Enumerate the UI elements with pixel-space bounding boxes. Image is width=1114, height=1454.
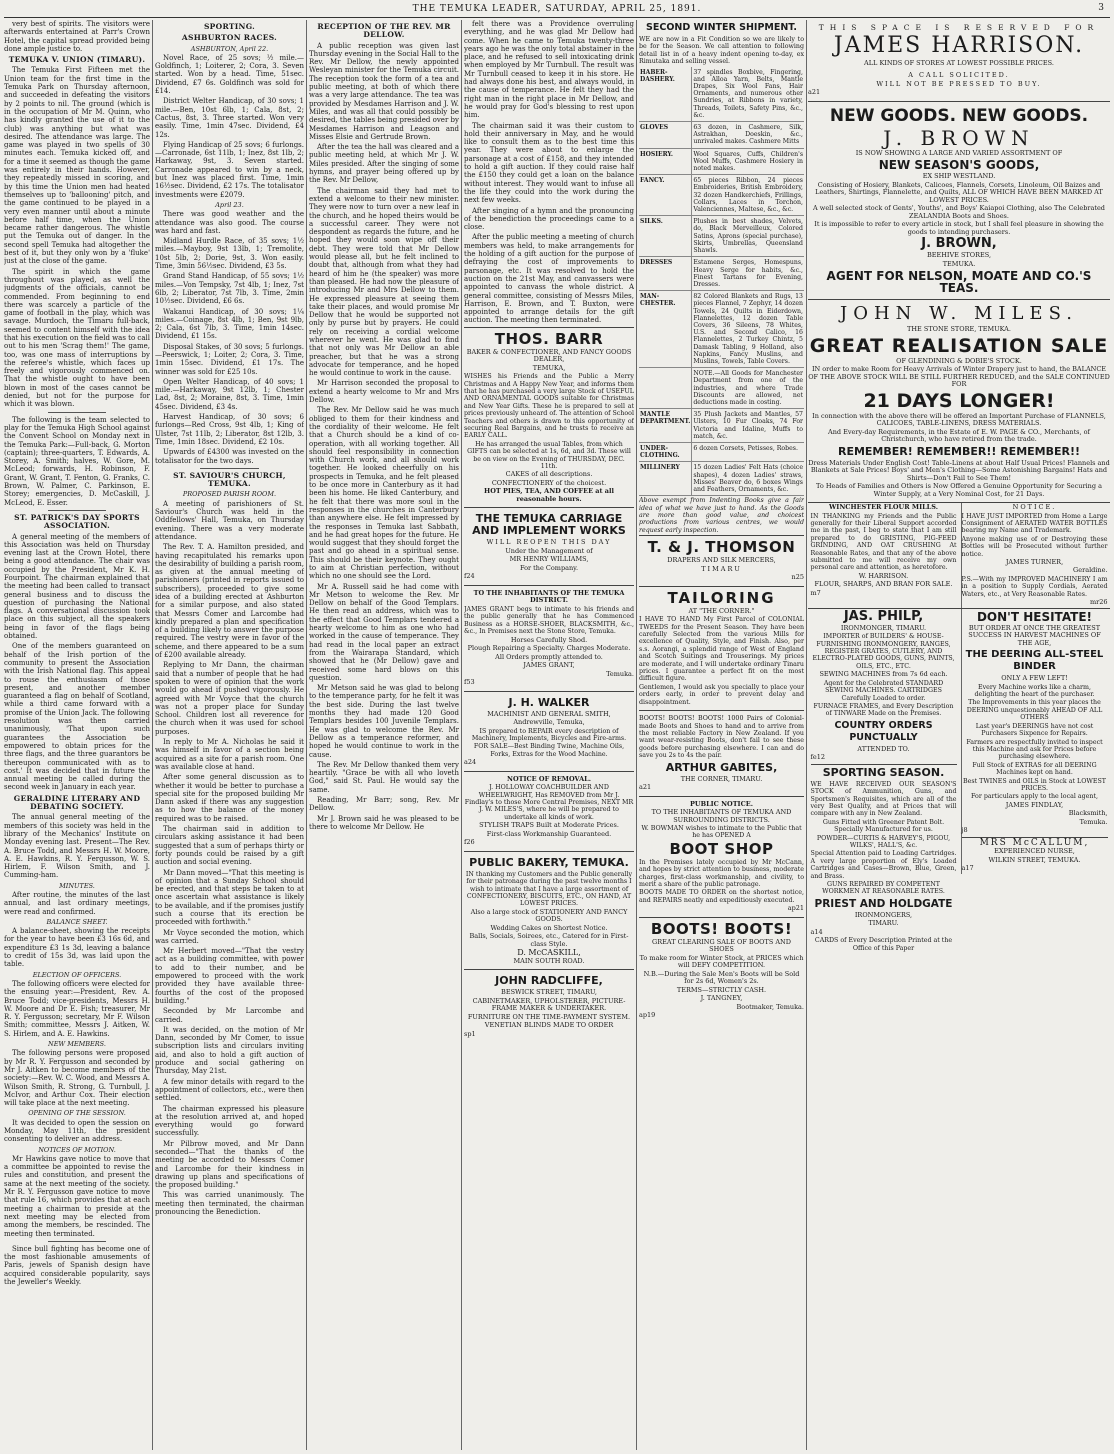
advert-body: IS prepared to REPAIR every description of Machinery, Implements, Bicycles and Fire-arms. (471, 727, 627, 742)
advert-code: j8 (961, 826, 968, 835)
article-text: The following officers were elected for the ensuing year:—President, Rev. A. Bruce Todd; vice-presidents, Messrs H. W. Moore and Dr E. Fish; treasurer, Mr R. Y. Fergusson; secretary, Mr F. Wilson Smith; committee, Messrs J. Aitken, W. S. Hirlem, and A. E. Hawkins. (4, 979, 150, 1038)
advert-line: HOT PIES, TEA, AND COFFEE at all reasonable hours. (484, 487, 614, 503)
advert-harrison (808, 20, 1110, 101)
advert-line: JAMES FINDLAY, (1005, 800, 1064, 809)
advert-row (808, 502, 1110, 608)
advert-body: CARDS of Every Description Printed at the Office of this Paper (814, 937, 953, 952)
advert-line: GUNS REPAIRED BY COMPETENT WORKMEN AT REASONABLE RATES. (822, 881, 945, 896)
article-text: Mr Voyce seconded the motion, which was carried. (155, 928, 304, 945)
advert-body: Anyone making use of or Destroying these Bottles will be Prosecuted without further notice. (961, 535, 1108, 558)
stock-description: 65 pieces Ribbon, 24 pieces Embroideries, British Embroidery, 32 dozen Handkerchiefs, Frillings, Collars, Laces in Torchon, Valenciennes, Maltese, &c., &c. (692, 175, 804, 216)
advert-line: TIMARU (701, 564, 742, 573)
advert-line: THE CORNER, TIMARU. (680, 774, 763, 783)
advert-line: COUNTRY ORDERS PUNCTUALLY (834, 719, 933, 743)
advert-line: MR HENRY WILLIAMS, (509, 555, 589, 564)
advert-line: Plough Repairing a Specialty. Charges Moderate. (467, 644, 631, 653)
advert-line: FURNITURE ON THE TIME-PAYMENT SYSTEM. (467, 1012, 631, 1021)
advert-line: First-class Workmanship Guaranteed. (486, 829, 612, 838)
advert-title: PRIEST AND HOLDGATE (814, 897, 953, 910)
advert-title: SPORTING SEASON. (822, 765, 945, 779)
advert-body: Consisting of Hosiery, Blankets, Calicoes, Flannels, Corsets, Linoleum, Oil Baizes and Leathers, Shirtings, Flannelette, and Quilts, ALL OF WHICH HAVE BEEN MARKED AT LOWEST PRICES. (815, 180, 1103, 204)
advert-line: ATTENDED TO. (857, 744, 910, 753)
section-subheading: BALANCE SHEET. (46, 917, 108, 926)
advert-code: a21 (639, 783, 652, 792)
advert-title: BOOT SHOP (669, 839, 774, 858)
advert-code: ap19 (639, 1011, 656, 1020)
advert-line: BESWICK STREET, TIMARU, (501, 988, 597, 997)
stock-row (639, 216, 804, 257)
advert-code: sp1 (464, 1029, 476, 1038)
stock-row (639, 409, 804, 443)
article-text: The chairman expressed his pleasure at the resolution arrived at, and hoped everything would go forward successfully. (155, 1104, 304, 1138)
column-rule (461, 20, 462, 1450)
article-text: A meeting of parishioners of St. Saviour's Church was held in the Oddfellows' Hall, Temuka, on Thursday evening. There was a very moderate attendance. (155, 499, 304, 541)
advert-line: Also a large stock of STATIONERY AND FANCY GOODS. (470, 907, 628, 924)
advert-line: BAKER & CONFECTIONER, AND FANCY GOODS DEALER, (466, 347, 632, 364)
article-text: The chairman said it was their custom to hold their anniversary in May, and he would like to consult them as to the best time this year. They were about to enlarge the parsonage at a cost of £158, and they intended to hold a gift auction. If they could raise half the £150 they could get a loan on the balance without interest. They would want to infuse all the life they could into the work during the next few weeks. (464, 121, 634, 205)
advert-code: ap21 (787, 904, 804, 913)
stock-description: 6 dozen Corsets, Petisses, Robes. (692, 442, 804, 461)
advert-line: VENETIAN BLINDS MADE TO ORDER (484, 1021, 614, 1030)
article-text: Open Welter Handicap, of 40 sovs; 1 mile.—Harkaway, 9st 12lb, 1; Chester Lad, 8st, 2; Moraine, 8st, 3. Time, 1min 45sec. Dividend, £3 4s. (155, 377, 304, 411)
column-5 (639, 20, 804, 1450)
advert-body: And Every-day Requirements, in the Estate of E. W. PAGE & CO., Merchants, of Christchurch, who have retired from the trade. (828, 427, 1090, 443)
advert-line: N.B.—During the Sale Men's Boots will be Sold for 2s 6d, Women's 2s. (643, 969, 800, 986)
advert-body: WE are now in a Fit Condition so we are likely to be for the Season. We call attention to following detail list in of a heavy indent opening to-day, ex Rimutaka and selling vessel. (639, 36, 804, 66)
advert-title: TO THE INHABITANTS OF THE TEMUKA DISTRICT. (473, 588, 625, 605)
article-text: Disposal Stakes, of 30 sovs; 5 furlongs.—Peerswick, 1; Loiter, 2; Cora, 3. Time, 1min 15sec. Dividend, £1 17s. The winner was sold for £25 10s. (155, 342, 304, 376)
advert-line: J. BROWN, (921, 236, 997, 251)
divider (48, 412, 106, 413)
article-text: Mr A. Russell said he had come with Mr Metson to welcome the Rev. Mr Dellow on behalf of the Good Templars. He then read an address, which was to the effect that Good Templars tendered a hearty welcome to him as one who had worked in the cause of temperance. They had read in the local paper an extract from the Wairarapa Standard, which showed that he (Mr Dellow) gave and received some hard blows on this question. (309, 582, 459, 682)
advert-title: NOTICE. (1012, 503, 1057, 511)
advert-body: Special Attention paid to Loading Cartridges. A very large proportion of Ely's Loaded Cartridges and Cases—Brown, Blue, Green, and Brass. (810, 850, 957, 880)
column-rule (306, 20, 307, 1450)
advert-line: GREAT CLEARING SALE OF BOOTS AND SHOES (652, 937, 791, 954)
advert-line: SEWING MACHINES from 7s 6d each. (819, 670, 948, 679)
advert-winchester-mills (811, 503, 957, 598)
advert-line: THIS SPACE IS RESERVED FOR (818, 23, 1100, 32)
advert-removal (464, 771, 634, 851)
article-text: The annual general meeting of the members of this society was held in the library of the Mechanics' Institute on Monday evening last. Present—The Rev. A. Bruce Todd, and Messrs H. W. Moore, A. E. Hawkins, R. Y. Fergusson, W. S. Hirlem, F. Wilson Smith, and J. Cumming-ham. (4, 813, 150, 880)
advert-line: W. HARRISON. (858, 571, 909, 580)
advert-line: A CALL SOLICITED. (908, 71, 1010, 79)
advert-line: Temuka. (1079, 817, 1108, 826)
advert-brown (808, 101, 1110, 300)
advert-body: Dress Materials Under English Cost! Table-Linens at about Half Usual Prices! Flannels and Blankets at Sale Prices! Boys' and Men's Clothing—Some Astonishing Bargains! Hats and Shirts—Don't Fail to See Them! (808, 458, 1110, 482)
stock-category: FANCY. (639, 175, 692, 216)
advert-line: ALL KINDS OF STORES AT LOWEST POSSIBLE PRICES. (864, 58, 1054, 67)
article-text: The following is the team selected to play for the Temuka High School against the Convent School on Monday next in the Temuka Park:—Full-back, G. Morton (captain); three-quarters, T. Edwards, A. Storey, A. Smith; halves, W. Gore, M. McLeod; forwards, H. Robinson, F. Grant, W. Grant, T. Fenton, G. Franks, C. Brown, W. Palmer, C. Parkinson, E. Storey; emergencies, D. McCaskill, J. McLeod, E. Esser. (4, 415, 150, 507)
advert-body: To Heads of Families and Others is Now Offered a Genuine Opportunity for Securing a Winter Supply, at a Very Nominal Cost, for 21 Days. (816, 482, 1102, 498)
advert-body: He has arranged the usual Tables, from which GIFTS can be selected at 1s, 6d, and 3d. These will be on view on the Evening of THURSDAY, DEC. 11th. (467, 440, 631, 471)
advert-line: NEW SEASON'S GOODS, (878, 158, 1040, 172)
article-text: There was good weather and the attendance was also good. The course was hard and fast. (155, 210, 304, 235)
stock-category (639, 368, 692, 409)
advert-body: IN THANKING my Friends and the Public generally for their Liberal Support accorded me in the past, I beg to state that I am still prepared to do GRISTING, PIG-FEED GRINDING, AND OAT CRUSHING At Reasonable Rates, and that any of the above submitted to me will receive my own personal care and attention, as heretofore. (810, 512, 957, 572)
article-text: After the tea the hall was cleared and a public meeting held, at which Mr J. W. Miles presided. After the singing of some hymns, and prayer being offered up by the Rev. Mr Dellow, (309, 143, 459, 185)
article-text: Replying to Mr Dann, the chairman said that a number of people that he had spoken to were of opinion that the work would go ahead if pushed vigorously. He agreed with Mr Voyce that the church was not a proper place for Sunday School. Children lost all reverence for the church when it was used for school purposes. (155, 661, 304, 736)
article-text: A public reception was given last Thursday evening in the Social Hall to the Rev. Mr Dellow, the newly appointed Wesleyan minister for the Temuka circuit. The reception took the form of a tea and public meeting, at both of which there was a very large attendance. The tea was provided by Mesdames Harrison and J. W. Miles, and was all that could possibly be desired, the tables being presided over by Mesdames Harrison and Leagson and Misses Elsie and Gertrude Brown. (309, 41, 459, 141)
advert-line: IS NOW SHOWING A LARGE AND VARIED ASSORTMENT OF (855, 148, 1063, 157)
advert-name: J. BROWN (883, 125, 1035, 150)
article-text: After the public meeting a meeting of church members was held, to make arrangements for the holding of a gift auction for the purpose of defraying the cost of improvements to parsonage, etc. It was resolved to hold the auction on the 21st May, and canvassers were appointed to canvass the whole district. A general committee, consisting of Messrs Miles, Harrison, E. Brown, and T. Buxton, were appointed to arrange details for the gift auction. The meeting then terminated. (464, 233, 634, 325)
article-heading: ASHBURTON RACES. (181, 33, 278, 43)
stock-category: MAN-CHESTER. (639, 291, 692, 368)
article-text: The spirit in which the game throughout was played, as well the judgments of the officials, cannot be commended. From beginning to end there was scarcely a particle of the game of football in the play, which was savage. Murdoch, the Timaru full-back, seemed to content himself with the idea that his execution on the field was to call out to his men 'Scrag them!' The game, too, was one mass of interruptions by the referee's whistle, which faces up freely and vigorously commenced on. That the whistle ought to have been blown in most of the cases cannot be denied, but not for the purpose for which it was blown. (4, 267, 150, 409)
stock-description: Wool Squares, Cuffs, Children's Wool Muffs, Cashmere Hosiery in noted makes. (692, 148, 804, 175)
advert-body: I HAVE JUST IMPORTED from Home a Large Consignment of AERATED WATER BOTTLES bearing my Name and Trademark. (961, 512, 1108, 535)
advert-line: JAMES GRANT, (523, 661, 575, 670)
advert-line: For the Company. (519, 563, 579, 572)
advert-line: BEEHIVE STORES, (926, 251, 992, 259)
advert-line: STYLISH TRAPS Built at Moderate Prices. (479, 821, 619, 830)
stock-row (639, 148, 804, 175)
advert-code: a24 (464, 758, 477, 767)
stock-category: MILLINERY (639, 462, 692, 496)
advert-title: WINCHESTER FLOUR MILLS. (829, 503, 938, 511)
advert-line: EX SHIP WESTLAND. (922, 172, 996, 180)
advert-line: DRAPERS AND SILK MERCERS, (667, 556, 776, 565)
article-heading: ST. PATRICK'S DAY SPORTS ASSOCIATION. (14, 512, 140, 531)
advert-line: POWDER—CURTIS & HARVEY'S, PIGOU, WILKS', HALL'S, &c. (816, 834, 951, 849)
stock-row (639, 67, 804, 122)
advert-tailoring (639, 586, 804, 710)
advert-line: Andrewville, Temuka, (513, 718, 585, 727)
stock-category: MANTLE DEPARTMENT. (639, 409, 692, 443)
stock-description: 63 dozen, in Cashmere, Silk, Astrakhan, Doeskin, &c., unrivaled makes. Cashmere Mitts (692, 122, 804, 149)
advert-line: WILL REOPEN THIS DAY (486, 538, 612, 547)
article-text: Seconded by Mr Larcombe and carried. (155, 1007, 304, 1024)
advert-walker (464, 691, 634, 771)
divider (48, 1241, 106, 1242)
section-subheading: ELECTION OF OFFICERS. (32, 970, 122, 979)
stock-row (639, 291, 804, 368)
section-subheading: MINUTES. (59, 881, 95, 890)
article-heading: SPORTING. (203, 22, 256, 31)
advert-body: Above exempt from Indenting Books give a fair idea of what we have just to hand. As the Goods are more than good value, and choicest productions from various centres, we would request early inspection. (639, 497, 804, 534)
advert-title: 21 DAYS LONGER! (863, 389, 1055, 412)
article-text: After routine, the minutes of the last annual, and last ordinary meetings, were read and confirmed. (4, 890, 150, 916)
advert-code: f26 (464, 838, 475, 847)
column-2 (155, 20, 304, 1450)
article-text: Upwards of £4300 was invested on the totalisator for the two days. (155, 448, 304, 465)
advert-line: Guns Fitted with Greener Patent Bolt. Specially Manufactured for us. (822, 818, 945, 834)
article-text: Since bull fighting has become one of the most fashionable amusements of Paris, jewels of Spanish design have acquired considerable popularity, says the Jeweller's Weekly. (4, 1244, 150, 1287)
article-heading: GERALDINE LITERARY AND DEBATING SOCIETY. (13, 793, 141, 812)
article-heading: TEMUKA V. UNION (TIMARU). (8, 55, 146, 65)
divider (200, 468, 260, 469)
article-text: Mr Dann moved—"That this meeting is of opinion that a Sunday School should be erected, and that steps be taken to at once ascertain what assistance is likely to be available, and if the promises justify such a course that its erection be proceeded with forthwith." (155, 868, 304, 927)
advert-miles (808, 299, 1110, 502)
advert-body: I HAVE TO HAND My First Parcel of COLONIAL TWEEDS for the Present Season. They have been carefully Selected from the various Mills for excellence of Quality, Style, and Finish. Also, per s.s. Aorangi, a splendid range of West of England and Scotch Suitings and Trouserings. My prices are moderate, and I will undertake ordinary Tinaru prices. I guarantee a perfect fit on the most difficult figure. (639, 616, 804, 683)
advert-line: CAKES of all descriptions. (505, 470, 593, 479)
advert-title: DON'T HESITATE! (976, 609, 1093, 624)
advert-boots-gabites (639, 710, 804, 795)
advert-body: J. HOLLOWAY COACHBUILDER AND WHEELWRIGHT, Has REMOVED from Mr J. Findlay's to those More Central Premises, NEXT MR J. W. MILES'S, where he will be prepared to undertake all kinds of work. (464, 784, 634, 821)
advert-bowman (639, 796, 804, 917)
article-text: In reply to Mr A. Nicholas he said it was himself in favor of a section being acquired as a site for a parish room. One was available close at hand. (155, 738, 304, 771)
article-text: Mr Metson said he was glad to belong to the temperance party, for he felt it was the best side. During the last twelve months they had made 120 Good Templars besides 100 Juvenile Templars. He was glad to welcome the Rev. Mr Dellow as a temperance reformer, and hoped he would continue to work in the cause. (309, 684, 459, 759)
advert-body: The Improvements in this year places the DEERING unquestionably AHEAD OF ALL OTHERS (966, 699, 1103, 722)
stock-category: UNDER-CLOTHING. (639, 442, 692, 461)
advert-title: THE TEMUKA CARRIAGE AND IMPLEMENT WORKS (472, 512, 626, 538)
advert-line: TIMARU. (868, 919, 899, 928)
stock-row (639, 257, 804, 291)
advert-body: Every Machine works like a charm, delighting the heart of the purchaser. (974, 683, 1095, 699)
advert-title: BOOTS! BOOTS! (650, 919, 793, 938)
advert-code: fe12 (810, 753, 826, 762)
article-text: The Rev. Mr Dellow said he was much obliged to them for their kindness and the cordiality of their welcome. He felt that a Church should be a kind of co-operation, with all working together. All should feel responsibility in connection with Church work, and all should work together. He looked cheerfully on his prospects in Temuka, and he felt pleased to be once more in Canterbury as it had been his home. He liked Canterbury, and he felt that there was more soul in the responses in the churches in Canterbury than anywhere else. He felt impressed by the responses in Temuka last Sabbath, and he had great hopes for the future. He would suggest that they should forget the past and go ahead in a spiritual sense. This should be their keynote. They ought to aim at Christian perfection, without which no one should see the Lord. (309, 406, 459, 581)
stock-category: HABER-DASHERY. (639, 67, 692, 122)
advert-thomson (639, 535, 804, 586)
advert-body: Last year's DEERINGS have not cost Purchasers Sixpence for Repairs. (975, 722, 1094, 738)
article-text: Novel Race, of 25 sovs; ½ mile.—Goldfinch, 1; Loiterer, 2; Cora, 3. Seven started. Won by a head. Time, 51sec. Dividend, £7 6s. Goldfinch was sold for £14. (155, 53, 304, 96)
advert-body: FOR SALE—Best Binding Twine, Machine Oils, Forks, Extras for the Wood Machine. (473, 743, 625, 758)
advert-title: JAMES HARRISON. (833, 32, 1085, 58)
advert-line: CABINETMAKER, UPHOLSTERER, PICTURE-FRAME MAKER & UNDERTAKER. (472, 996, 626, 1013)
advert-tangney (639, 917, 804, 1024)
article-text: It was decided, on the motion of Mr Dann, seconded by Mr Comer, to issue subscription lists and circulars inviting aid, and also to hold a gift auction of produce and social gathering on Thursday, May 21st. (155, 1025, 304, 1076)
article-text: District Welter Handicap, of 30 sovs; 1 mile.—Ben, 10st 6lb, 1; Cala, 8st, 2; Cactus, 8st, 3. Three started. Won very easily. Time, 1min 47sec. Dividend, £4 12s. (155, 97, 304, 139)
advert-line: To make room for Winter Stock, at PRICES which will DEFY COMPETITION. (639, 953, 804, 970)
advert-line: Temuka. (606, 669, 634, 678)
advert-title: NEW GOODS. NEW GOODS. (829, 105, 1089, 126)
advert-body: BOOTS MADE TO ORDER on the shortest notice, and REPAIRS neatly and expeditiously executed. (639, 889, 804, 904)
article-text: Reading, Mr Barr; song, Rev. Mr Dellow. (309, 796, 459, 813)
advert-code: a21 (808, 88, 821, 96)
advert-line: Bootmaker, Temuka. (736, 1002, 804, 1011)
advert-line: Horses Carefully Shod. (510, 635, 588, 644)
advert-line: AT "THE CORNER." (688, 606, 755, 615)
advert-body: A well selected stock of Gents', Youths', and Boys' Kaiapoi Clothing, also The Celebrated ZEALANDIA Boots and Shoes. (813, 204, 1105, 220)
advert-title: NOTICE OF REMOVAL. (507, 774, 591, 783)
advert-code: m7 (810, 588, 821, 597)
stock-description: 35 Plush Jackets and Mantles, 57 Ulsters, 10 Fur Cloaks, 74 For Victoria and Idaline, Muffs to match, &c. (692, 409, 804, 443)
advert-body: Farmers are respectfully invited to inspect this Machine and ask for Prices before purchasing elsewhere. (966, 738, 1103, 761)
advert-title: GREAT REALISATION SALE (809, 334, 1109, 357)
advert-line: TERMS—STRICTLY CASH. (676, 985, 767, 994)
advert-line: OF GLENDINING & DOBIE'S STOCK. (896, 356, 1022, 365)
advert-body: Agent for the Celebrated STANDARD SEWING MACHINES. CARTRIDGES Carefully Loaded to order. (823, 679, 944, 702)
advert-body: In connection with the above there will be offered an Important Purchase of FLANNELS, CALICOES, TABLE-LINENS, DRESS MATERIALS. (812, 411, 1106, 427)
article-text: The chairman said they had met to extend a welcome to their new minister. They were now to turn over a new leaf in the church, and he hoped theirs would be a successful career. They were not despondent as regards the future, and he hoped they would soon wipe off their debt. They were told that Mr Dellow would please all, but he felt inclined to doubt that, although from what they had heard of him he (the speaker) was more than pleased. He had now the pleasure of introducing Mr and Mrs Dellow to them. He expressed pleasure at seeing them take their places, and would promise Mr Dellow that he would be supported not only by purse but by prayers. He could rely on receiving a cordial welcome wherever he went. He was glad to find that not only was Mr Dellow an able preacher, but that he was a strong advocate for temperance, and he hoped he would continue to work in the cause. (309, 186, 459, 378)
advert-title: THOS. BARR (494, 329, 604, 348)
advert-barr (464, 327, 634, 508)
advert-philp-column (811, 609, 957, 953)
advert-line: MAIN SOUTH ROAD. (513, 956, 585, 965)
advert-turner (961, 503, 1108, 608)
divider (48, 510, 106, 511)
advert-title: SECOND WINTER SHIPMENT. (646, 22, 797, 33)
article-text: The Temuka First Fifteen met the Union team for the first time in the Temuka Park on Thursday afternoon, and succeeded in defeating the visitors by 2 points to nil. The ground (which is in the occupation of Mr M. Quinn, who has kindly granted the use of it to the club) was anything but what was desired. The attendance was large. The game was played in two spells of 30 minutes each. Temuka kicked off, and for a time it seemed as though the game was entirely in their hands. However, they repeatedly missed in scoring, and by this time the Union men had heated themselves up to 'ballooning' pitch, and the game continued to be played in a very even manner until about a minute before half time, when the Union became rather dangerous. The whistle put the Temuka out of danger. In the second spell Temuka had altogether the best of it, but they only won by a 'fluke' just at the close of the game. (4, 66, 150, 266)
advert-line: TEMUKA. (942, 259, 976, 268)
article-text: A few minor details with regard to the appointment of collectors, etc., were then settled. (155, 1077, 304, 1103)
section-subheading: NOTICES OF MOTION. (38, 1145, 116, 1154)
article-text: very best of spirits. The visitors were afterwards entertained at Parr's Crown Hotel, the capital spread provided being done ample justice to. (4, 20, 150, 53)
advert-line: JAMES TURNER, (1005, 557, 1064, 566)
advert-line: Under the Management of (505, 546, 593, 555)
article-text: A general meeting of the members of this Association was held on Thursday evening last at the Crown Hotel, there being a good attendance. The chair was occupied by the President, Mr K. H. Fourpoint. The chairman explained that the meeting had been called to transact general business and to discuss the question of purchasing the National flags. A conversational discussion took place on this subject, all the speakers being in favor of the flags being obtained. (4, 532, 150, 641)
advert-body: JAMES GRANT begs to intimate to his friends and the public generally that he has Commenced Business as a HORSE-SHOER, BLACKSMITH, &c., &c., In Premises next the Stone Store, Temuka. (464, 605, 634, 636)
advert-code: a14 (810, 927, 823, 936)
advert-title: JOHN RADCLIFFE, (495, 974, 603, 988)
stock-description: Estamene Serges, Homespuns, Heavy Serge for habits, &c., Finest Tartans for Evening, Dresses. (692, 257, 804, 291)
advert-bakery (464, 851, 634, 970)
advert-title: MRS McCALLUM, (979, 837, 1090, 848)
stock-description: NOTE.—All Goods for Manchester Department from one of the industries, and where Trade Discounts are allowed, net deductions made in costing. (692, 368, 804, 409)
page-number: 3 (1098, 3, 1104, 13)
advert-deering (961, 609, 1108, 874)
advert-title: ARTHUR GABITES, (665, 760, 778, 774)
advert-body: Gentlemen, I would ask you specially to place your orders early, in order to prevent delay and disappointment. (639, 683, 804, 706)
advert-title: PUBLIC BAKERY, TEMUKA. (469, 855, 629, 869)
stock-description: 82 Colored Blankets and Rugs, 13 pieces Flannel, 7 Zephyr, 14 dozen Towels, 24 Quilts in Eiderdown, Flannelettes, 12 dozen Table Covers, 36 Sileens, 78 Whites, U.S. and Second Calico, 16 Flannelettes, 2 Turkey Chintz, 5 Damask Tabling, 9 Holland, also Napkins, Fancy Muslins, and Muslins, Towels, Table Covers. (692, 291, 804, 368)
article-text: Grand Stand Handicap, of 55 sovs; 1½ miles.—Von Tempsky, 7st 4lb, 1; Inez, 7st 6lb, 2; Liberator, 7st 7lb, 3. Time, 2min 10½sec. Dividend, £6 6s. (155, 272, 304, 306)
advert-body: FURNACE FRAMES, and Every Description of TINWARE Made on the Premises. (813, 702, 954, 718)
advert-radcliffe (464, 969, 634, 1042)
column-rule (806, 20, 807, 1450)
advert-line: WILL NOT BE PRESSED TO BUY. (876, 79, 1042, 88)
advert-line: TEMUKA, (532, 363, 566, 372)
article-text: Harvest Handicap, of 30 sovs; 6 furlongs—Red Cross, 9st 4lb, 1; King of Ulster, 7st 11lb, 2; Liberator, 8st 12lb, 3. Time, 1min 18sec. Dividend, £2 10s. (155, 413, 304, 446)
advert-line: CONFECTIONERY of the choicest. (491, 478, 607, 487)
advert-title: THE DEERING ALL-STEEL BINDER (965, 649, 1104, 673)
advert-code: f24 (464, 572, 475, 581)
stock-row (639, 368, 804, 409)
advert-body: BUT ORDER AT ONCE THE GREATEST SUCCESS IN HARVEST MACHINES OF THE AGE, (968, 623, 1101, 647)
column-3 (309, 20, 459, 1450)
section-subheading: PROPOSED PARISH ROOM. (182, 490, 277, 499)
advert-body: W. BOWMAN wishes to intimate to the Public that he has OPENED A (641, 825, 802, 840)
article-text: After some general discussion as to whether it would be better to purchase a special site for the proposed building Mr Dann asked if there was any suggestion as to how the balance of the money required was to be raised. (155, 773, 304, 823)
section-subheading: OPENING OF THE SESSION. (28, 1109, 126, 1118)
advert-line: Geraldine. (1073, 566, 1108, 575)
article-text: After singing of a hymn and the pronouncing of the benediction the proceedings came to a close. (464, 206, 634, 232)
advert-line: J. TANGNEY, (700, 994, 743, 1003)
article-text: felt there was a Providence overruling everything, and he was glad Mr Dellow had come. When he came to Temuka twenty-three years ago he was the only total abstainer in the place, and he refused to sell intoxicating drink when employed by Mr Turnbull. The result was Mr Turnbull ceased to keep it in his store. He had always done his best, and always would, in the cause of temperance. He felt they had the right man in the right place in Mr Dellow, and he would pray for God's blessing to rest upon him. (464, 20, 634, 120)
dateline: ASHBURTON, April 22. (190, 44, 269, 53)
advert-line: FLOUR, SHARPS, AND BRAN FOR SALE. (814, 580, 953, 589)
advert-carriage-works (464, 507, 634, 585)
advert-line: AGENT FOR NELSON, MOATE AND CO.'S TEAS. (826, 269, 1092, 295)
advert-body: IN thanking my Customers and the Public generally for their patronage during the past twelve months I wish to intimate that I have a large assortment of CONFECTIONERY, BISCUITS, ETC., ON HAND, AT LOWEST PRICES. (465, 870, 633, 908)
advert-body: WE HAVE RECEIVED OUR SEASON'S STOCK of Ammunition, Guns, and Sportsmen's Requisites, which are all of the very Best Quality, and at Prices that will compare with any in New Zealand. (810, 780, 957, 818)
advert-line: IRONMONGER, TIMARU. (840, 623, 927, 632)
column-rule (636, 20, 637, 1450)
article-text: The following persons were proposed by Mr R. Y. Fergusson and seconded by Mr J. Aitken to become members of the society:—Rev. W. C. Wood, and Messrs A. Wilson Smith, R. Strong, G. Turnbull, J. McIvor, and Arthur Cox. Their election will take place at the next meeting. (4, 1049, 150, 1108)
article-text: The chairman said in addition to circulars asking assistance it had been suggested that a sum of perhaps thirty or forty pounds could be raised by a gift auction and social evening. (155, 825, 304, 867)
article-heading: ST. SAVIOUR'S CHURCH, TEMUKA. (173, 470, 286, 489)
stock-row (639, 462, 804, 496)
article-text: Mr Herbert moved—"That the vestry act as a building committee, with power to add to their number, and be empowered to proceed with the work provided they have available three-fourths of the cost of the proposed building." (155, 947, 304, 1005)
masthead: THE TEMUKA LEADER, SATURDAY, APRIL 25, 1891. (412, 4, 702, 14)
advert-body: IMPORTER of BUILDERS' & HOUSE-FURNISHING IRONMONGERY, RANGES, REGISTER GRATES, CUTLERY, AND ELECTRO-PLATED GOODS, GUNS, PAINTS, OILS, ETC., ETC. (812, 633, 955, 670)
advert-body: In the Premises lately occupied by Mr McCann, and hopes by strict attention to business, moderate charges, first-class workmanship, and civility, to merit a share of the public patronage. (639, 858, 804, 889)
section-subheading: NEW MEMBERS. (48, 1040, 106, 1049)
advert-code: n25 (791, 573, 804, 582)
advert-line: ONLY A FEW LEFT! (1001, 674, 1068, 683)
advert-body: Full Stock of EXTRAS for all DEERING Machines kept on hand. (972, 761, 1097, 777)
article-text: The Rev. Mr Dellow thanked them very heartily. "Grace be with all who loveth God," said St. Paul. He would say the same. (309, 760, 459, 794)
stock-category: DRESSES (639, 257, 692, 291)
advert-line: Wedding Cakes on Shortest Notice. (490, 923, 608, 932)
advert-line: MACHINIST AND GENERAL SMITH, (487, 709, 611, 718)
advert-body: Best TWINES and OILS in Stock at LOWEST PRICES. (963, 777, 1106, 792)
masthead-rule (4, 17, 1110, 18)
advert-title: PUBLIC NOTICE. (690, 799, 753, 808)
stock-category: GLOVES (639, 122, 692, 149)
stock-list-table (639, 67, 804, 497)
stock-row (639, 442, 804, 461)
advert-body: WISHES his Friends and the Public a Merry Christmas and A Happy New Year, and informs them that he has purchased a very large Stock of USEFUL AND ORNAMENTAL GOODS suitable for Christmas and New Year Gifts. These he is prepared to sell at prices previously unheard of. The attention of School Teachers and others is drawn to this opportunity of securing Real Bargains, and he trusts to receive an EARLY CALL. (464, 373, 634, 440)
stock-row (639, 122, 804, 149)
article-text: A balance-sheet, showing the receipts for the year to have been £3 16s 6d, and expenditure £3 1s 3d, leaving a balance to credit of 15s 3d, was laid upon the table. (4, 927, 150, 969)
article-text: It was decided to open the session on Monday, May 11th, the president consenting to deliver an address. (4, 1118, 150, 1144)
advert-title: TAILORING (667, 588, 776, 607)
advert-body: BOOTS! BOOTS! BOOTS! 1000 Pairs of Colonial-made Boots and Shoes to hand and to arrive from the most reliable Factory in New Zealand. If you want wear-resisting Boots, don't fail to see these goods before purchasing elsewhere. I can and do save you 2s to 4s the pair. (639, 715, 804, 760)
advert-line: REMEMBER! REMEMBER!! REMEMBER!! (837, 444, 1081, 458)
article-text: Flying Handicap of 25 sovs; 6 furlongs.—Carronade, 6st 11lb, 1; Inez, 8st 1lb, 2; Harkaway, 9st, 3. Seven started. Carronade appeared to win by a neck, but Inez was placed first. Time, 1min 16½sec. Dividend, £2 17s. The totalisator investments were £2079. (155, 140, 304, 199)
advert-line: THE STONE STORE, TEMUKA. (907, 325, 1011, 333)
column-rule (152, 20, 153, 1450)
advert-title: J. H. WALKER (508, 695, 590, 709)
column-6 (808, 20, 1110, 1450)
advert-line: All Orders promptly attended to. (495, 652, 603, 661)
advert-code: a17 (961, 864, 974, 873)
article-text: Wakanui Handicap, of 30 sovs; 1¼ miles.—Coinage, 8st 4lb, 1; Ben, 9st 9lb, 2; Cala, 6st 7lb, 3. Time, 1min 14sec. Dividend, £1 15s. (155, 307, 304, 341)
stock-category: HOSIERY. (639, 148, 692, 175)
stock-category: SILKS. (639, 216, 692, 257)
advert-body: It is impossible to refer to every article in stock, but I shall feel pleasure in showing the goods to intending purchasers. (814, 220, 1104, 236)
article-text: This was carried unanimously. The meeting then terminated, the chairman pronouncing the Benediction. (155, 1191, 304, 1217)
column-1 (4, 20, 150, 1450)
advert-line: D. McCASKILL, (517, 948, 581, 958)
article-text: Mr J. Brown said he was pleased to be there to welcome Mr Dellow. He (309, 814, 459, 831)
stock-description: 37 spindles Boxbive, Fingering, and Alloa Yarn, Belts, Mantle Drapes, Six Wool Fans, Hair Ornaments, and numerous other Sundries, at Ribbons in variety, Threads, Toilets, Safety Pins, &c., &c. (692, 67, 804, 122)
advert-row (808, 608, 1110, 953)
article-text: Mr Harrison seconded the proposal to extend a hearty welcome to Mr and Mrs Dellow. (309, 379, 459, 405)
advert-body: P.S.—With my IMPROVED MACHINERY I am in a position to Supply Cordials, Aerated Waters, etc., at Very Reasonable Rates. (961, 575, 1108, 598)
article-heading: RECEPTION OF THE REV. MR DELLOW. (317, 22, 451, 40)
advert-title: JAS. PHILP, (843, 608, 924, 624)
article-text: Mr Pilbrow moved, and Mr Dann seconded—"That the thanks of the meeting be accorded to Messrs Comer and Larcombe for their kindness in drawing up plans and specifications of the proposed building." (155, 1139, 304, 1190)
advert-line: WILKIN STREET, TEMUKA. (988, 855, 1081, 864)
stock-row (639, 175, 804, 216)
advert-body: IN order to make Room for Heavy Arrivals of Winter Drapery just to hand, the BALANCE OF THE ABOVE STOCK WILL BE STILL FURTHER REDUCED, and the SALE CONTINUED FOR (808, 365, 1110, 388)
stock-description: Plushes in best shades, Velvets, do, Black Merveilleux, Colored Satins, Aprons (special purchase), Skirts, Umbrellas, Queensland Shawls. (692, 216, 804, 257)
advert-code: f53 (464, 678, 475, 687)
article-text: One of the members guaranteed on behalf of the Irish portion of the community to present the Association with the Irish National flag. This appeal to rouse the enthusiasm of those present, and another member guaranteed a flag on behalf of Scotland, while a third came forward with a promise of the Union Jack. The following resolution was then carried unanimously, 'That upon such guarantees the Association be empowered to obtain prices for the three flags, and the three guarantors be thereupon communicated with as to cost.' It was decided that in future the annual meeting be called during the second week in January in each year. (4, 642, 150, 792)
stock-description: 15 dozen Ladies' Felt Hats (choice shapes), 4 dozen Ladies' straws, Misses' Beaver do, 6 boxes Wings and Feathers, Ornaments, &c. (692, 462, 804, 496)
column-4 (464, 20, 634, 1450)
advert-name: JOHN W. MILES. (840, 303, 1078, 324)
article-text: Midland Hurdle Race, of 35 sovs; 1½ miles.—Mayboy, 9st 13lb, 1; Tremolite, 10st 5lb, 2; Dorie, 9st, 3. Won easily. Time, 3min 56½sec. Dividend, £3 5s. (155, 237, 304, 271)
advert-title: T. & J. THOMSON (647, 538, 796, 557)
advert-line: Balls, Socials, Soirees, etc., Catered for in First-class Style. (469, 932, 629, 948)
dateline: April 23. (215, 200, 244, 209)
advert-line: EXPERIENCED NURSE, (994, 847, 1075, 856)
advert-line: IRONMONGERS, (854, 910, 913, 919)
article-text: Mr Hawkins gave notice to move that a committee be appointed to revise the rules and constitution, and present the same at the next meeting of the society. Mr R. Y. Fergusson gave notice to move that rule 16, which provides that at each meeting a chairman to preside at the next meeting may be elected from among the members, be rescinded. The meeting then terminated. (4, 1154, 150, 1238)
advert-body: For particulars apply to the local agent, (971, 793, 1098, 801)
advert-line: TO THE INHABITANTS OF TEMUKA AND SURROUNDING DISTRICTS. (651, 808, 792, 824)
advert-line: Blacksmith, (1068, 809, 1108, 818)
advert-code: mr26 (1089, 598, 1108, 607)
advert-grant (464, 585, 634, 691)
article-text: The Rev. T. A. Hamilton presided, and having recapitulated his remarks upon the desirability of building a parish room, as given at the annual meeting of parishioners (printed in reports issued to subscribers), proceeded to give some idea of a building erected at Ashburton for a similar purpose, and also stated that Messrs Comer and Larcombe had kindly prepared a plan and specification of a building likely to answer the purpose required. The vestry were in favor of the scheme, and there appeared to be a sum of £200 available already. (155, 543, 304, 660)
